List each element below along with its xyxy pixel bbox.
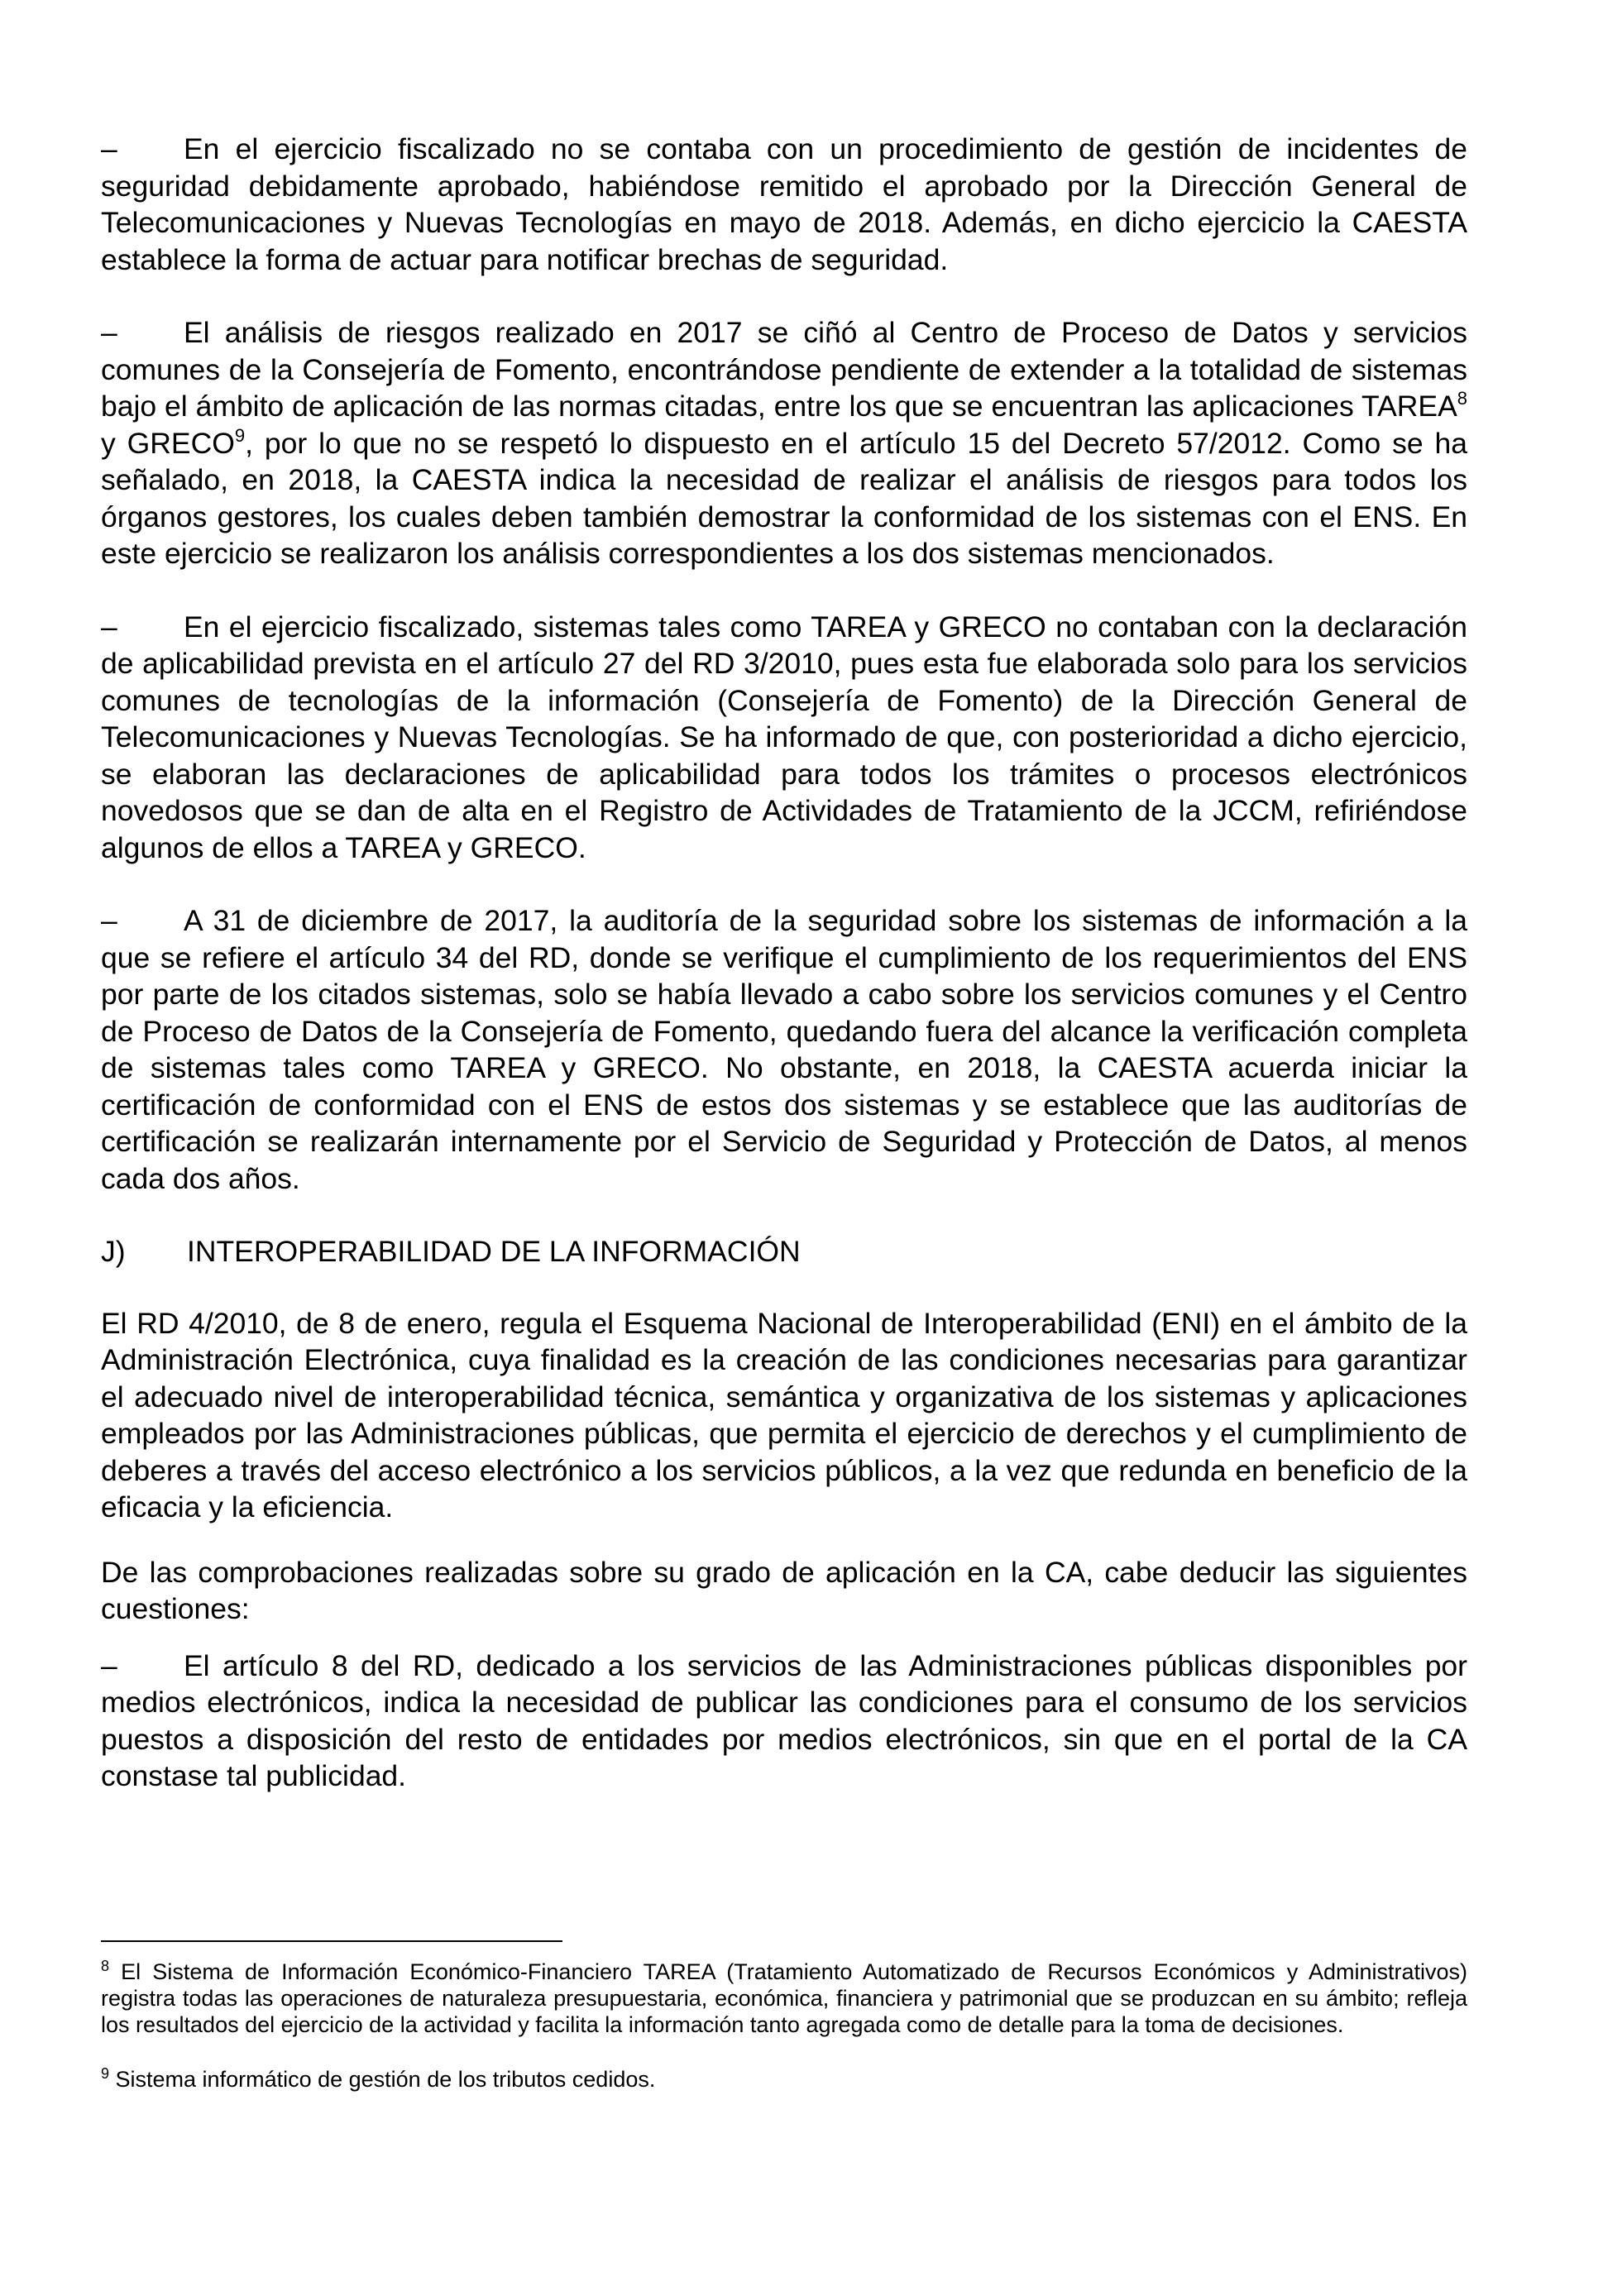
bullet-dash: –	[101, 610, 117, 643]
bullet-paragraph-audit	[101, 902, 1467, 1197]
section-lead-paragraph: De las comprobaciones realizadas sobre su grado de aplicación en la CA, cabe deducir las siguientes cuestiones:	[101, 1555, 1467, 1625]
bullet-paragraph-risk-analysis	[101, 314, 1467, 572]
footnote-ref-9[interactable]: 9	[234, 424, 246, 446]
footnote-text: Sistema informático de gestión de los tributos cedidos.	[109, 2067, 656, 2092]
paragraph-text: El análisis de riesgos realizado en 2017 se ciñó al Centro de Proceso de Datos y servicios comunes de la Consejería de Fomento, encontrándose pendiente de extender a la totalidad de sistemas bajo el ámbito de aplicación de las normas citadas, entre los que se encuentran las aplicaciones TAREA	[101, 316, 1467, 423]
paragraph-text: y GRECO	[101, 426, 235, 460]
paragraph-text: , por lo que no se respetó lo dispuesto en el artículo 15 del Decreto 57/2012. Como se ha señalado, en 2018, la CAESTA indica la necesidad de realizar el análisis de riesgos para todos los órganos gestores, los cuales deben también demostrar la conformidad de los sistemas con el ENS. En este ejercicio se realizaron los análisis correspondientes a los dos sistemas mencionados.	[101, 426, 1467, 570]
footnote-number: 8	[101, 1958, 110, 1974]
section-heading	[101, 1233, 1467, 1270]
footnote-9	[101, 2066, 1467, 2093]
footnote-ref-8[interactable]: 8	[1457, 388, 1467, 409]
bullet-paragraph-applicability	[101, 609, 1467, 867]
bullet-paragraph-incidents	[101, 131, 1467, 278]
footnotes	[101, 1940, 1467, 2121]
document-body	[101, 131, 1467, 1795]
footnote-8	[101, 1959, 1467, 2038]
section-intro-paragraph: El RD 4/2010, de 8 de enero, regula el Esquema Nacional de Interoperabilidad (ENI) en el ámbito de la Administración Electrónica, cuya finalidad es la creación de las condiciones necesarias para garantizar el adecuado nivel de interoperabilidad técnica, semántica y organizativa de los sistemas y aplicaciones empleados por las Administraciones públicas, que permita el ejercicio de derechos y el cumplimiento de deberes a través del acceso electrónico a los servicios públicos, a la vez que redunda en beneficio de la eficacia y la eficiencia.	[101, 1306, 1467, 1523]
paragraph-text: El artículo 8 del RD, dedicado a los servicios de las Administraciones públicas disponibles por medios electrónicos, indica la necesidad de publicar las condiciones para el consumo de los servicios puestos a disposición del resto de entidades por medios electrónicos, sin que en el portal de la CA constase tal publicidad.	[101, 1648, 1467, 1792]
footnote-text: El Sistema de Información Económico-Financiero TAREA (Tratamiento Automatizado de Recursos Económicos y Administrativos) registra todas las operaciones de naturaleza presupuestaria, económica, financiera y patrimonial que se produzcan en su ámbito; refleja los resultados del ejercicio de la actividad y facilita la información tanto agregada como de detalle para la toma de decisiones.	[101, 1959, 1467, 2037]
bullet-dash: –	[101, 316, 117, 349]
footnote-separator	[101, 1940, 562, 1942]
bullet-paragraph-article-8	[101, 1648, 1467, 1795]
section-title: INTEROPERABILIDAD DE LA INFORMACIÓN	[187, 1235, 801, 1268]
paragraph-text: A 31 de diciembre de 2017, la auditoría de la seguridad sobre los sistemas de información a la que se refiere el artículo 34 del RD, donde se verifique el cumplimiento de los requerimientos del ENS por parte de los citados sistemas, solo se había llevado a cabo sobre los servicios comunes y el Centro de Proceso de Datos de la Consejería de Fomento, quedando fuera del alcance la verificación completa de sistemas tales como TAREA y GRECO. No obstante, en 2018, la CAESTA acuerda iniciar la certificación de conformidad con el ENS de estos dos sistemas y se establece que las auditorías de certificación se realizarán internamente por el Servicio de Seguridad y Protección de Datos, al menos cada dos años.	[101, 904, 1467, 1195]
bullet-dash: –	[101, 904, 117, 937]
paragraph-text: En el ejercicio fiscalizado no se contaba con un procedimiento de gestión de incidentes de seguridad debidamente aprobado, habiéndose remitido el aprobado por la Dirección General de Telecomunicaciones y Nuevas Tecnologías en mayo de 2018. Además, en dicho ejercicio la CAESTA establece la forma de actuar para notificar brechas de seguridad.	[101, 132, 1467, 276]
bullet-dash: –	[101, 132, 117, 165]
bullet-dash: –	[101, 1648, 117, 1682]
paragraph-text: En el ejercicio fiscalizado, sistemas tales como TAREA y GRECO no contaban con la declaración de aplicabilidad prevista en el artículo 27 del RD 3/2010, pues esta fue elaborada solo para los servicios comunes de tecnologías de la información (Consejería de Fomento) de la Dirección General de Telecomunicaciones y Nuevas Tecnologías. Se ha informado de que, con posterioridad a dicho ejercicio, se elaboran las declaraciones de aplicabilidad para todos los trámites o procesos electrónicos novedosos que se dan de alta en el Registro de Actividades de Tratamiento de la JCCM, refiriéndose algunos de ellos a TAREA y GRECO.	[101, 610, 1467, 864]
section-letter: J)	[101, 1235, 126, 1268]
footnote-number: 9	[101, 2065, 110, 2082]
